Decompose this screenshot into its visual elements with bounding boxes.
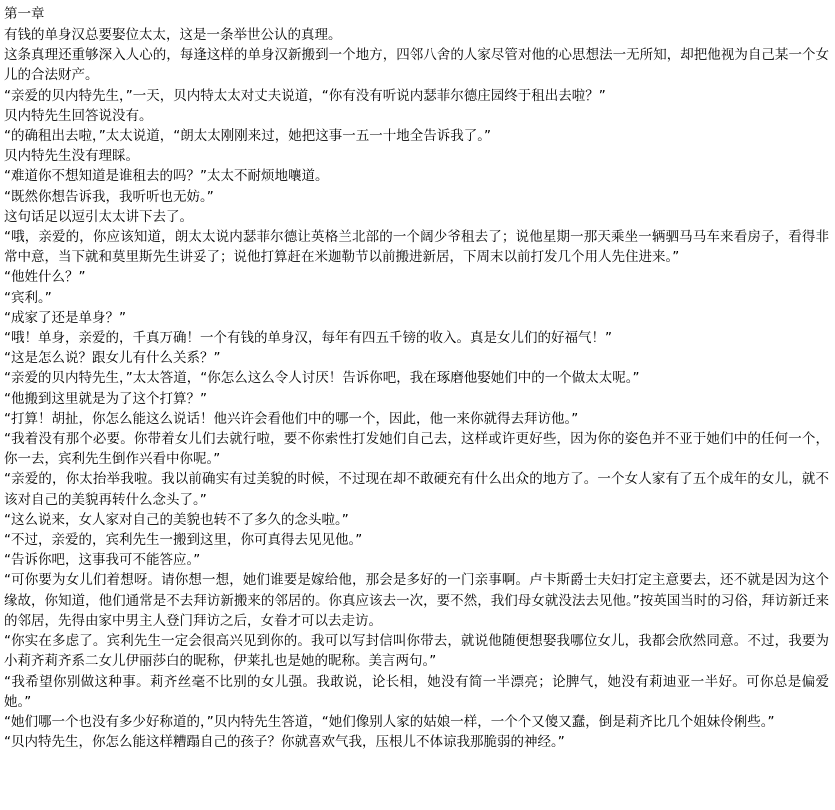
paragraph: “她们哪一个也没有多少好称道的，”贝内特先生答道，“她们像别人家的姑娘一样，一个个又傻又蠢，倒是莉齐比几个姐妹伶俐些。”: [4, 713, 775, 730]
paragraph: “这是怎么说？跟女儿有什么关系？”: [4, 350, 221, 367]
paragraph: 这句话足以逗引太太讲下去了。: [4, 208, 193, 225]
paragraph: “哦，亲爱的，你应该知道，朗太太说内瑟菲尔德让英格兰北部的一个阔少爷租去了；说他星期一那天乘坐一辆驷马马车来看房子，看得非常中意，当下就和莫里斯先生讲妥了；说他打算赶在米迦勒节以前搬进新居，下周末以前打发几个用人先住进来。”: [4, 229, 829, 266]
paragraph: “亲爱的贝内特先生，”一天，贝内特太太对丈夫说道，“你有没有听说内瑟菲尔德庄园终于租出去啦？”: [4, 87, 606, 104]
paragraph: “他姓什么？”: [4, 269, 86, 286]
paragraph: “成家了还是单身？”: [4, 309, 126, 326]
paragraph: “我希望你别做这种事。莉齐丝毫不比别的女儿强。我敢说，论长相，她没有简一半漂亮；论脾气，她没有莉迪亚一半好。可你总是偏爱她。”: [4, 673, 829, 710]
paragraph: “宾利。”: [4, 289, 52, 306]
paragraph: 贝内特先生没有理睬。: [4, 148, 139, 165]
paragraph: “难道你不想知道是谁租去的吗？”太太不耐烦地嚷道。: [4, 168, 329, 185]
paragraph: “的确租出去啦，”太太说道，“朗太太刚刚来过，她把这事一五一十地全告诉我了。”: [4, 128, 491, 145]
paragraph: 这条真理还重够深入人心的，每逢这样的单身汉新搬到一个地方，四邻八舍的人家尽管对他的心思想法一无所知，却把他视为自己某一个女儿的合法财产。: [4, 47, 829, 84]
paragraph: 有钱的单身汉总要娶位太太，这是一条举世公认的真理。: [4, 27, 342, 43]
paragraph: “可你要为女儿们着想呀。请你想一想，她们谁要是嫁给他，那会是多好的一门亲事啊。卢卡斯爵士夫妇打定主意要去，还不就是因为这个缘故，你知道，他们通常是不去拜访新搬来的邻居的。你真应该去一次，要不然，我们母女就没法去见他。”按英国当时的习俗，拜访新迁来的邻居，先得由家中男主人登门拜访之后，女眷才可以去走访。: [4, 572, 829, 629]
paragraph: “告诉你吧，这事我可不能答应。”: [4, 552, 201, 569]
paragraph: “哦！单身，亲爱的，千真万确！一个有钱的单身汉，每年有四五千镑的收入。真是女儿们的好福气！”: [4, 330, 612, 347]
chapter-title: 第一章: [4, 6, 45, 22]
paragraph: “这么说来，女人家对自己的美貌也转不了多久的念头啦。”: [4, 511, 349, 528]
paragraph: “亲爱的，你太抬举我啦。我以前确实有过美貌的时候，不过现在却不敢硬充有什么出众的地方了。一个女人家有了五个成年的女儿，就不该对自己的美貌再转什么念头了。”: [4, 471, 829, 508]
paragraph: “我着没有那个必要。你带着女儿们去就行啦，要不你索性打发她们自己去，这样或许更好些，因为你的姿色并不亚于她们中的任何一个，你一去，宾利先生倒作兴看中你呢。”: [4, 431, 829, 468]
paragraph: “你实在多虑了。宾利先生一定会很高兴见到你的。我可以写封信叫你带去，就说他随便想娶我哪位女儿，我都会欣然同意。不过，我要为小莉齐莉齐系二女儿伊丽莎白的昵称，伊莱扎也是她的昵称。美言两句。”: [4, 633, 829, 670]
paragraph: “既然你想告诉我，我听听也无妨。”: [4, 188, 214, 205]
paragraph: “打算！胡扯，你怎么能这么说话！他兴许会看他们中的哪一个，因此，他一来你就得去拜访他。”: [4, 410, 579, 427]
paragraph: 贝内特先生回答说没有。: [4, 107, 153, 124]
paragraph: “他搬到这里就是为了这个打算？”: [4, 390, 207, 407]
document-body: [4, 25, 829, 752]
paragraph: “不过，亲爱的，宾利先生一搬到这里，你可真得去见见他。”: [4, 532, 363, 549]
paragraph: “贝内特先生，你怎么能这样糟蹋自己的孩子？你就喜欢气我，压根儿不体谅我那脆弱的神经。”: [4, 734, 565, 751]
paragraph: “亲爱的贝内特先生，”太太答道，“你怎么这么令人讨厌！告诉你吧，我在琢磨他娶她们中的一个做太太呢。”: [4, 370, 640, 387]
